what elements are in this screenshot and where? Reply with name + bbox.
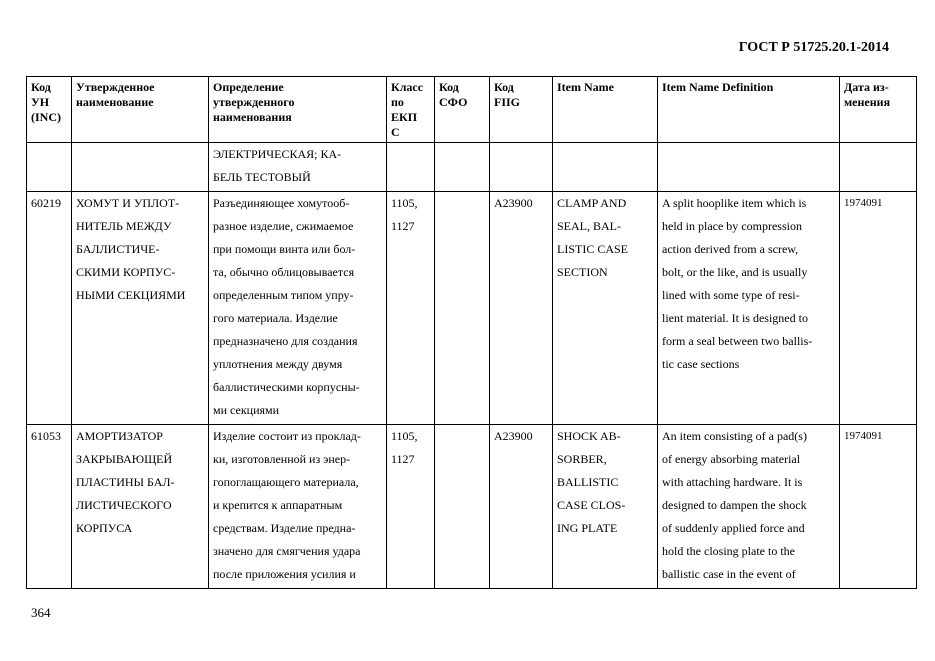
cell-line: БЕЛЬ ТЕСТОВЫЙ (213, 170, 311, 184)
header-line: Код (439, 80, 459, 94)
cell-line: после приложения усилия и (213, 567, 356, 581)
cell-line: уплотнения между двумя (213, 357, 343, 371)
cell-line: значено для смягчения удара (213, 544, 361, 558)
cell-line: БАЛЛИСТИЧЕ- (76, 242, 160, 256)
header-line: УН (31, 95, 50, 109)
cell-line: 1974091 (844, 197, 883, 209)
cell-line: of suddenly applied force and (662, 521, 805, 535)
col-item-definition-header (658, 77, 840, 143)
document-header: ГОСТ Р 51725.20.1-2014 (738, 40, 889, 55)
header-line: Утвержденное (76, 80, 155, 94)
cell-line: 1974091 (844, 430, 883, 442)
cell-line: Разъединяющее хомутооб- (213, 196, 350, 210)
header-line: (INC) (31, 110, 61, 124)
header-line: наименования (213, 110, 292, 124)
cell-line: ЭЛЕКТРИЧЕСКАЯ; КА- (213, 147, 342, 161)
cell-line: held in place by compression (662, 219, 802, 233)
header-line: Класс (391, 80, 424, 94)
col-class-header (387, 77, 435, 143)
cell-col-sfo (435, 425, 490, 589)
cell-line: ballistic case in the event of (662, 567, 796, 581)
cell-col-item-name (553, 425, 658, 589)
cell-col-approved-name (72, 192, 209, 425)
cell-line: ЛИСТИЧЕСКОГО (76, 498, 172, 512)
cell-line: SHOCK AB- (557, 429, 621, 443)
cell-line: tic case sections (662, 357, 740, 371)
cell-line: A23900 (494, 429, 533, 443)
cell-line: SORBER, (557, 452, 607, 466)
header-row (27, 77, 917, 143)
cell-line: of energy absorbing material (662, 452, 801, 466)
table-row (27, 192, 917, 425)
cell-col-item-definition (658, 192, 840, 425)
cell-line: ПЛАСТИНЫ БАЛ- (76, 475, 175, 489)
cell-col-item-name (553, 192, 658, 425)
cell-line: ING PLATE (557, 521, 618, 535)
cell-line: и крепится к аппаратным (213, 498, 343, 512)
header-line: по (391, 95, 404, 109)
cell-line: ХОМУТ И УПЛОТ- (76, 196, 180, 210)
header-line: СФО (439, 95, 468, 109)
cell-line: предназначено для создания (213, 334, 358, 348)
cell-line: LISTIC CASE (557, 242, 629, 256)
col-change-date-header (840, 77, 917, 143)
cell-col-definition (209, 192, 387, 425)
header-line: С (391, 125, 400, 139)
cell-line: BALLISTIC (557, 475, 619, 489)
cell-col-class (387, 425, 435, 589)
cell-line: SEAL, BAL- (557, 219, 621, 233)
header-line: Item Name Definition (662, 80, 774, 94)
cell-line: НЫМИ СЕКЦИЯМИ (76, 288, 186, 302)
cell-line: разное изделие, сжимаемое (213, 219, 354, 233)
cell-col-definition (209, 143, 387, 192)
cell-line: КОРПУСА (76, 521, 133, 535)
col-inc-header (27, 77, 72, 143)
header-line: Определение (213, 80, 284, 94)
cell-line: lined with some type of resi- (662, 288, 800, 302)
cell-line: hold the closing plate to the (662, 544, 795, 558)
cell-col-change-date (840, 143, 917, 192)
cell-line: A23900 (494, 196, 533, 210)
cell-col-class (387, 192, 435, 425)
col-sfo-header (435, 77, 490, 143)
header-line: утвержденного (213, 95, 295, 109)
cell-line: гопоглащающего материала, (213, 475, 359, 489)
cell-line: ки, изготовленной из энер- (213, 452, 351, 466)
cell-col-definition (209, 425, 387, 589)
col-definition-header (209, 77, 387, 143)
cell-col-approved-name (72, 143, 209, 192)
cell-line: та, обычно облицовывается (213, 265, 355, 279)
cell-col-item-definition (658, 143, 840, 192)
cell-line: средствам. Изделие предна- (213, 521, 356, 535)
cell-col-inc (27, 143, 72, 192)
cell-line: 61053 (31, 429, 61, 443)
cell-line: гого материала. Изделие (213, 311, 338, 325)
cell-line: SECTION (557, 265, 608, 279)
header-line: Код (31, 80, 51, 94)
page-number: 364 (31, 605, 51, 620)
cell-line: An item consisting of a pad(s) (662, 429, 807, 443)
catalog-table (26, 76, 917, 589)
cell-col-sfo (435, 192, 490, 425)
cell-line: при помощи винта или бол- (213, 242, 356, 256)
cell-line: СКИМИ КОРПУС- (76, 265, 176, 279)
cell-col-item-definition (658, 425, 840, 589)
header-line: Дата из- (844, 80, 889, 94)
table-body (27, 143, 917, 589)
header-line: Код (494, 80, 514, 94)
cell-line: CASE CLOS- (557, 498, 626, 512)
cell-col-sfo (435, 143, 490, 192)
cell-line: АМОРТИЗАТОР (76, 429, 163, 443)
cell-col-change-date (840, 425, 917, 589)
cell-line: НИТЕЛЬ МЕЖДУ (76, 219, 172, 233)
header-line: менения (844, 95, 891, 109)
cell-col-approved-name (72, 425, 209, 589)
table-row (27, 425, 917, 589)
cell-line: A split hooplike item which is (662, 196, 807, 210)
header-line: FIIG (494, 95, 521, 109)
cell-line: ми секциями (213, 403, 280, 417)
cell-col-inc (27, 425, 72, 589)
cell-line: 1127 (391, 452, 415, 466)
cell-line: 1105, (391, 429, 418, 443)
cell-line: with attaching hardware. It is (662, 475, 803, 489)
cell-line: 1105, (391, 196, 418, 210)
cell-line: CLAMP AND (557, 196, 627, 210)
cell-line: designed to dampen the shock (662, 498, 807, 512)
cell-line: 60219 (31, 196, 61, 210)
cell-line: action derived from a screw, (662, 242, 799, 256)
cell-col-fiig (490, 143, 553, 192)
table-row (27, 143, 917, 192)
cell-line: 1127 (391, 219, 415, 233)
cell-line: lient material. It is designed to (662, 311, 808, 325)
cell-col-fiig (490, 425, 553, 589)
cell-col-class (387, 143, 435, 192)
cell-line: form a seal between two ballis- (662, 334, 813, 348)
cell-col-item-name (553, 143, 658, 192)
cell-line: bolt, or the like, and is usually (662, 265, 808, 279)
col-fiig-header (490, 77, 553, 143)
cell-col-fiig (490, 192, 553, 425)
cell-col-inc (27, 192, 72, 425)
cell-line: определенным типом упру- (213, 288, 354, 302)
header-line: Item Name (557, 80, 614, 94)
header-line: ЕКП (391, 110, 418, 124)
cell-line: Изделие состоит из проклад- (213, 429, 361, 443)
cell-line: ЗАКРЫВАЮЩЕЙ (76, 452, 173, 466)
col-approved-name-header (72, 77, 209, 143)
header-line: наименование (76, 95, 154, 109)
cell-line: баллистическими корпусны- (213, 380, 360, 394)
col-item-name-header (553, 77, 658, 143)
cell-col-change-date (840, 192, 917, 425)
